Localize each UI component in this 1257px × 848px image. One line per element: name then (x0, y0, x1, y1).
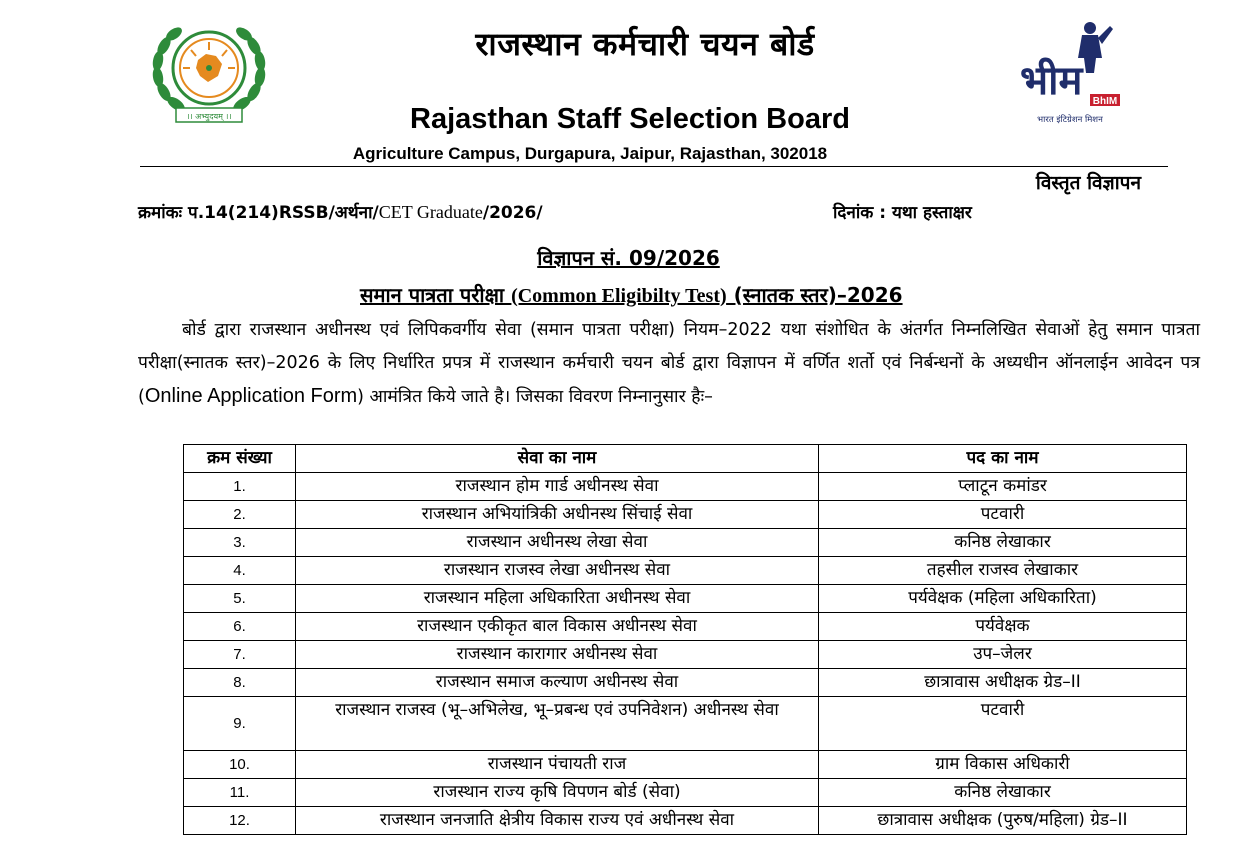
advertisement-number-text: विज्ञापन सं. 09/2026 (537, 246, 720, 270)
row-serial: 1. (184, 473, 296, 501)
table-row (184, 669, 1187, 697)
reference-number (138, 200, 543, 223)
reference-prefix: क्रमांकः प.14(214)RSSB/अर्थना/ (138, 203, 379, 223)
exam-title-part1: समान पात्रता परीक्षा (360, 283, 512, 307)
date-line: दिनांक : यथा हस्ताक्षर (833, 203, 972, 223)
table-header-row (184, 445, 1187, 473)
board-address: Agriculture Campus, Durgapura, Jaipur, Rajasthan, 302018 (352, 144, 828, 163)
row-post: छात्रावास अधीक्षक (पुरुष/महिला) ग्रेड–II (819, 807, 1187, 835)
paragraph-text-after: ) आमंत्रित किये जाते है। जिसका विवरण निम्नानुसार हैः– (357, 387, 713, 407)
table-row (184, 473, 1187, 501)
bhim-caption: भारत इंटिग्रेशन मिशन (1037, 115, 1103, 125)
board-title-english: Rajasthan Staff Selection Board (410, 103, 850, 135)
services-table (183, 444, 1187, 835)
row-service: राजस्थान होम गार्ड अधीनस्थ सेवा (296, 473, 819, 501)
exam-title (360, 281, 903, 308)
paragraph-text-en: Online Application Form (144, 385, 358, 407)
row-service: राजस्थान महिला अधिकारिता अधीनस्थ सेवा (296, 585, 819, 613)
advertisement-type: विस्तृत विज्ञापन (1035, 172, 1141, 194)
row-post: कनिष्ठ लेखाकार (819, 529, 1187, 557)
row-serial: 4. (184, 557, 296, 585)
row-serial: 10. (184, 751, 296, 779)
bhim-sub: BhIM (1092, 96, 1118, 107)
header-service: सेवा का नाम (296, 445, 819, 473)
table-row (184, 557, 1187, 585)
row-post: पर्यवेक्षक (महिला अधिकारिता) (819, 585, 1187, 613)
row-post: पटवारी (819, 501, 1187, 529)
row-post: उप–जेलर (819, 641, 1187, 669)
row-service: राजस्थान जनजाति क्षेत्रीय विकास राज्य एवं अधीनस्थ सेवा (296, 807, 819, 835)
row-post: पर्यवेक्षक (819, 613, 1187, 641)
row-serial: 9. (184, 697, 296, 751)
row-post: छात्रावास अधीक्षक ग्रेड–II (819, 669, 1187, 697)
header-post: पद का नाम (819, 445, 1187, 473)
table-row (184, 807, 1187, 835)
reference-suffix: /2026/ (482, 203, 543, 223)
intro-paragraph (138, 314, 1200, 414)
row-post: तहसील राजस्व लेखाकार (819, 557, 1187, 585)
exam-title-part2: (Common Eligibilty Test) (511, 285, 727, 307)
row-service: राजस्थान राजस्व (भू–अभिलेख, भू–प्रबन्ध एवं उपनिवेशन) अधीनस्थ सेवा (296, 697, 819, 751)
header-divider (140, 166, 1168, 167)
table-row (184, 751, 1187, 779)
bhim-wordmark: भीम (1020, 58, 1083, 104)
row-post: ग्राम विकास अधिकारी (819, 751, 1187, 779)
row-serial: 11. (184, 779, 296, 807)
row-serial: 2. (184, 501, 296, 529)
row-service: राजस्थान राज्य कृषि विपणन बोर्ड (सेवा) (296, 779, 819, 807)
paragraph-text-before: बोर्ड द्वारा राजस्थान अधीनस्थ एवं लिपिकवर्गीय सेवा (समान पात्रता परीक्षा) नियम–2022 यथा संशोधित के अंतर्गत निम्नलिखित सेवाओं हेतु समान पात्रता परीक्षा(स्नातक स्तर)–2026 के लिए निर्धारित प्रपत्र में राजस्थान कर्मचारी चयन बोर्ड द्वारा विज्ञापन में वर्णित शर्तो एवं निर्बन्धनों के अध्यधीन ऑनलाईन आवेदन पत्र ( (138, 320, 1200, 407)
logo-motto: ।। अभ्युदयम् ।। (186, 112, 232, 121)
row-service: राजस्थान अभियांत्रिकी अधीनस्थ सिंचाई सेवा (296, 501, 819, 529)
bhim-logo (1012, 18, 1128, 130)
row-post: पटवारी (819, 697, 1187, 751)
table-row (184, 613, 1187, 641)
row-post: कनिष्ठ लेखाकार (819, 779, 1187, 807)
row-serial: 3. (184, 529, 296, 557)
board-title-hindi: राजस्थान कर्मचारी चयन बोर्ड (475, 25, 815, 63)
table-row (184, 697, 1187, 751)
table-row (184, 529, 1187, 557)
row-serial: 12. (184, 807, 296, 835)
table-row (184, 501, 1187, 529)
table-row (184, 585, 1187, 613)
row-service: राजस्थान पंचायती राज (296, 751, 819, 779)
row-service: राजस्थान राजस्व लेखा अधीनस्थ सेवा (296, 557, 819, 585)
table-row (184, 641, 1187, 669)
row-serial: 6. (184, 613, 296, 641)
row-serial: 8. (184, 669, 296, 697)
table-row (184, 779, 1187, 807)
reference-middle: CET Graduate (378, 202, 483, 222)
row-service: राजस्थान एकीकृत बाल विकास अधीनस्थ सेवा (296, 613, 819, 641)
row-serial: 7. (184, 641, 296, 669)
exam-title-part3: (स्नातक स्तर)–2026 (726, 283, 903, 307)
row-service: राजस्थान अधीनस्थ लेखा सेवा (296, 529, 819, 557)
row-serial: 5. (184, 585, 296, 613)
header-serial: क्रम संख्या (184, 445, 296, 473)
advertisement-number (0, 244, 1257, 271)
rssb-logo (146, 22, 272, 126)
row-service: राजस्थान समाज कल्याण अधीनस्थ सेवा (296, 669, 819, 697)
row-post: प्लाटून कमांडर (819, 473, 1187, 501)
row-service: राजस्थान कारागार अधीनस्थ सेवा (296, 641, 819, 669)
